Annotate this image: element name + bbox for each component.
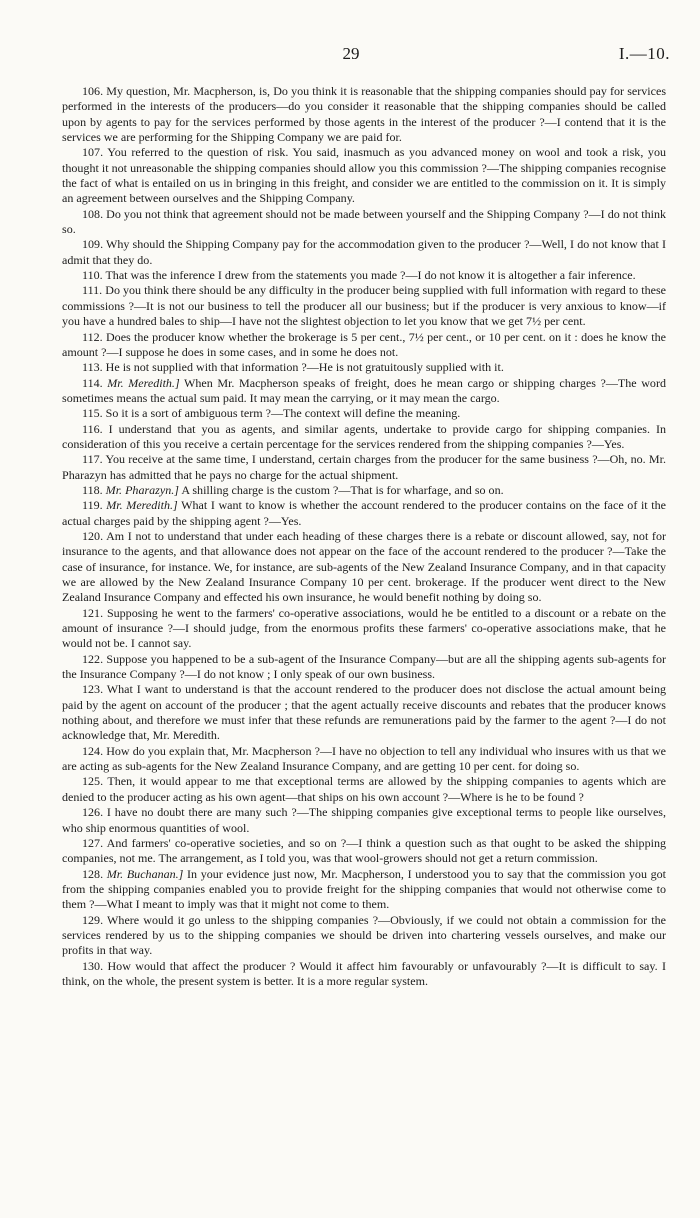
question-number: 108.: [82, 206, 104, 221]
question-number: 122.: [82, 651, 104, 666]
question-number: 107.: [82, 145, 104, 160]
question-number: 118.: [82, 482, 103, 497]
question-number: 114.: [82, 375, 103, 390]
page-number: 29: [342, 44, 360, 63]
evidence-paragraph: [62, 498, 666, 529]
question-number: 120.: [82, 528, 104, 543]
evidence-paragraph: [62, 682, 666, 743]
question-answer-text: So it is a sort of ambiguous term ?—The context will define the meaning.: [105, 406, 461, 421]
evidence-paragraph: [62, 422, 666, 453]
question-answer-text: That was the inference I drew from the statements you made ?—I do not know it is altogether a fair inference.: [105, 268, 636, 283]
question-answer-text: Do you not think that agreement should not be made between yourself and the Shipping Company ?—I do not think so.: [62, 206, 667, 237]
question-number: 106.: [82, 84, 104, 98]
question-number: 111.: [82, 283, 103, 298]
evidence-paragraph: [62, 268, 666, 283]
question-answer-text: In your evidence just now, Mr. Macpherson, I understood you to say that the commission you got from the shipping companies enabled you to provide freight for the shipping companies that would not otherwise come to them ?—What I meant to imply was that it might not come to them.: [62, 866, 667, 912]
question-answer-text: Does the producer know whether the brokerage is 5 per cent., 7½ per cent., or 10 per cent. on it : does he know the amount ?—I suppose he does in some cases, and in some he does not.: [62, 329, 667, 359]
speaker-name: Mr. Buchanan.]: [106, 866, 184, 881]
evidence-paragraph: [62, 913, 666, 959]
evidence-body: [62, 84, 666, 989]
question-answer-text: Where would it go unless to the shipping companies ?—Obviously, if we could not obtain a commission for the services rendered by us to the shipping companies we should be driven into chartering vessels ourselves, and make our profits in that way.: [62, 912, 666, 958]
evidence-paragraph: [62, 360, 666, 375]
question-answer-text: Why should the Shipping Company pay for the accommodation given to the producer ?—Well, I do not know that I admit that they do.: [62, 237, 666, 267]
question-number: 117.: [82, 452, 103, 467]
question-number: 113.: [82, 360, 103, 375]
question-answer-text: Suppose you happened to be a sub-agent of the Insurance Company—but are all the shipping agents sub-agents for the Insurance Company ?—I do not know ; I only speak of our own business.: [62, 651, 666, 682]
question-number: 121.: [82, 605, 104, 620]
evidence-paragraph: [62, 959, 666, 990]
evidence-paragraph: [62, 207, 666, 238]
question-number: 130.: [82, 958, 104, 973]
question-number: 128.: [82, 866, 104, 881]
question-answer-text: Then, it would appear to me that exceptional terms are allowed by the shipping companies to agents which are denied to the producer acting as his own agent—that ships on his own account ?—Where is he to be found ?: [62, 774, 666, 804]
page-header: [32, 44, 670, 66]
speaker-name: Mr. Meredith.]: [107, 375, 180, 390]
question-answer-text: He is not supplied with that information ?—He is not gratuitously supplied with it.: [105, 360, 504, 375]
question-answer-text: Supposing he went to the farmers' co-operative associations, would he be entitled to a discount or a rebate on the amount of insurance ?—I should judge, from the enormous profits these farmers' co-operative associations make, that he would not be. I cannot say.: [62, 605, 666, 651]
evidence-paragraph: [62, 744, 666, 775]
evidence-paragraph: [62, 84, 666, 145]
question-answer-text: You referred to the question of risk. You said, inasmuch as you advanced money on wool and took a risk, you thought it not unreasonable the shipping companies should allow you this commission ?—The shipping companies recognise the fact of what is entailed on us in bringing in this freight, and consider we are entitled to the commission on it. It is simply an agreement between ourselves and the Shipping Company.: [62, 145, 666, 206]
speaker-name: Mr. Pharazyn.]: [105, 482, 179, 497]
evidence-paragraph: [62, 330, 666, 361]
question-number: 124.: [82, 743, 104, 758]
evidence-paragraph: [62, 237, 666, 268]
question-answer-text: I understand that you as agents, and similar agents, undertake to provide cargo for shipping companies. In consideration of this you receive a certain percentage for the services rendered from the shipping companies ?—Yes.: [62, 421, 666, 451]
speaker-name: Mr. Meredith.]: [106, 498, 178, 513]
question-number: 125.: [82, 774, 104, 789]
question-answer-text: How do you explain that, Mr. Macpherson ?—I have no objection to tell any individual who insures with us that we are acting as sub-agents for the New Zealand Insurance Company, and are getting 10 per cent. for doing so.: [62, 743, 666, 774]
evidence-paragraph: [62, 867, 666, 913]
evidence-paragraph: [62, 483, 666, 498]
evidence-paragraph: [62, 805, 666, 836]
evidence-paragraph: [62, 145, 666, 206]
question-answer-text: How would that affect the producer ? Would it affect him favourably or unfavourably ?—It is difficult to say. I think, on the whole, the present system is better. It is a more regular system.: [62, 958, 666, 988]
question-number: 116.: [82, 421, 103, 436]
question-answer-text: Am I not to understand that under each heading of these charges there is a rebate or discount allowed, say, not for insurance to the agents, and that allowance does not appear on the face of the account rendered to the producer ?—Take the case of insurance, for instance. We, for instance, are sub-agents of the New Zealand Insurance Company, and in that capacity we are allowed by the New Zealand Insurance Company 10 per cent. brokerage. If the producer went direct to the New Zealand Insurance Company and effected his own insurance, he would benefit nothing by doing so.: [62, 528, 666, 605]
question-number: 119.: [82, 498, 103, 513]
evidence-paragraph: [62, 452, 666, 483]
question-number: 110.: [82, 268, 103, 283]
evidence-paragraph: [62, 283, 666, 329]
question-answer-text: When Mr. Macpherson speaks of freight, does he mean cargo or shipping charges ?—The word sometimes means the actual sum paid. It may mean the carrying, or it may mean the cargo.: [62, 375, 666, 405]
evidence-paragraph: [62, 376, 666, 407]
question-answer-text: A shilling charge is the custom ?—That is for wharfage, and so on.: [181, 482, 504, 497]
question-number: 115.: [82, 406, 103, 421]
evidence-paragraph: [62, 406, 666, 421]
question-answer-text: My question, Mr. Macpherson, is, Do you think it is reasonable that the shipping companies should pay for services performed in the interests of the producers—do you consider it reasonable that the shipping companies should be called upon by agents to pay for the services performed by those agents in the interest of the producer ?—I contend that it is the services we are performing for the Shipping Company we are paid for.: [62, 84, 667, 145]
question-number: 129.: [82, 912, 104, 927]
evidence-paragraph: [62, 774, 666, 805]
question-number: 112.: [82, 329, 103, 344]
question-answer-text: Do you think there should be any difficulty in the producer being supplied with full information with regard to these commissions ?—It is not our business to tell the producer all our business; but if the producer is very anxious to know—if you have a hundred bales to ship—I have not the slightest objection to let you know that we get 7½ per cent.: [62, 283, 666, 329]
evidence-paragraph: [62, 652, 666, 683]
evidence-paragraph: [62, 836, 666, 867]
question-number: 109.: [82, 237, 104, 252]
document-reference: I.—10.: [618, 44, 670, 63]
question-answer-text: And farmers' co-operative societies, and so on ?—I think a question such as that ought to be asked the shipping companies, not me. The arrangement, as I told you, was that wool-growers should not get a return commission.: [62, 835, 666, 866]
question-number: 126.: [82, 805, 104, 820]
question-answer-text: I have no doubt there are many such ?—The shipping companies give exceptional terms to people like ourselves, who ship enormous quantities of wool.: [62, 805, 666, 835]
question-answer-text: What I want to know is whether the account rendered to the producer contains on the face of it the actual charges paid by the shipping agent ?—Yes.: [62, 498, 666, 528]
question-number: 123.: [82, 682, 104, 697]
question-number: 127.: [82, 835, 104, 850]
question-answer-text: What I want to understand is that the account rendered to the producer does not disclose the actual amount being paid by the agent on account of the producer ; that the agent actually receive discounts and rebates that the producer knows nothing about, and therefore we must infer that these refunds are remunerations paid by the farmer to the agent ?—I do not acknowledge that, Mr. Meredith.: [62, 682, 666, 743]
evidence-paragraph: [62, 606, 666, 652]
evidence-paragraph: [62, 529, 666, 606]
question-answer-text: You receive at the same time, I understand, certain charges from the producer for the same business ?—Oh, no. Mr. Pharazyn has admitted that he pays no charge for the actual shipment.: [62, 452, 666, 482]
